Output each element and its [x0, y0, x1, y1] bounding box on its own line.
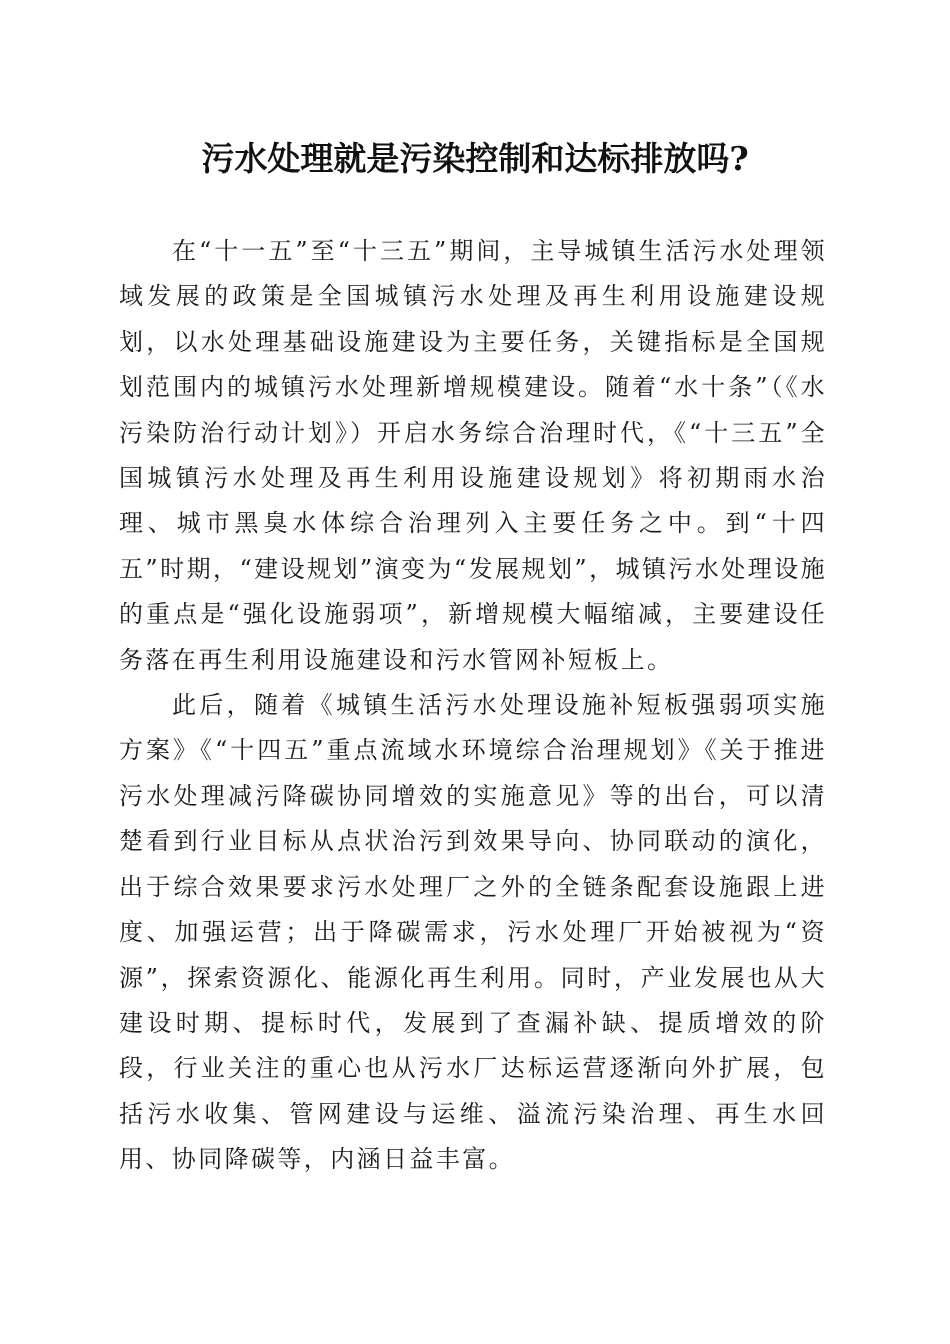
paragraph-2: 此后，随着《城镇生活污水处理设施补短板强弱项实施方案》《“十四五”重点流域水环境综合治理规划》《关于推进污水处理减污降碳协同增效的实施意见》等的出台，可以清楚看到行业目标从点状治污到效果导向、协同联动的演化，出于综合效果要求污水处理厂之外的全链条配套设施跟上进度、加强运营；出于降碳需求，污水处理厂开始被视为“资源”，探索资源化、能源化再生利用。同时，产业发展也从大建设时期、提标时代，发展到了查漏补缺、提质增效的阶段，行业关注的重心也从污水厂达标运营逐渐向外扩展，包括污水收集、管网建设与运维、溢流污染治理、再生水回用、协同降碳等，内涵日益丰富。 [119, 691, 827, 1174]
paragraph-1: 在“十一五”至“十三五”期间，主导城镇生活污水处理领域发展的政策是全国城镇污水处理及再生利用设施建设规划，以水处理基础设施建设为主要任务，关键指标是全国规划范围内的城镇污水处理新增规模建设。随着“水十条”（《水污染防治行动计划》）开启水务综合治理时代，《“十三五”全国城镇污水处理及再生利用设施建设规划》将初期雨水治理、城市黑臭水体综合治理列入主要任务之中。到“十四五”时期，“建设规划”演变为“发展规划”，城镇污水处理设施的重点是“强化设施弱项”，新增规模大幅缩减，主要建设任务落在再生利用设施建设和污水管网补短板上。 [119, 237, 827, 674]
document-body [119, 229, 827, 1183]
document-title: 污水处理就是污染控制和达标排放吗? [201, 139, 749, 178]
